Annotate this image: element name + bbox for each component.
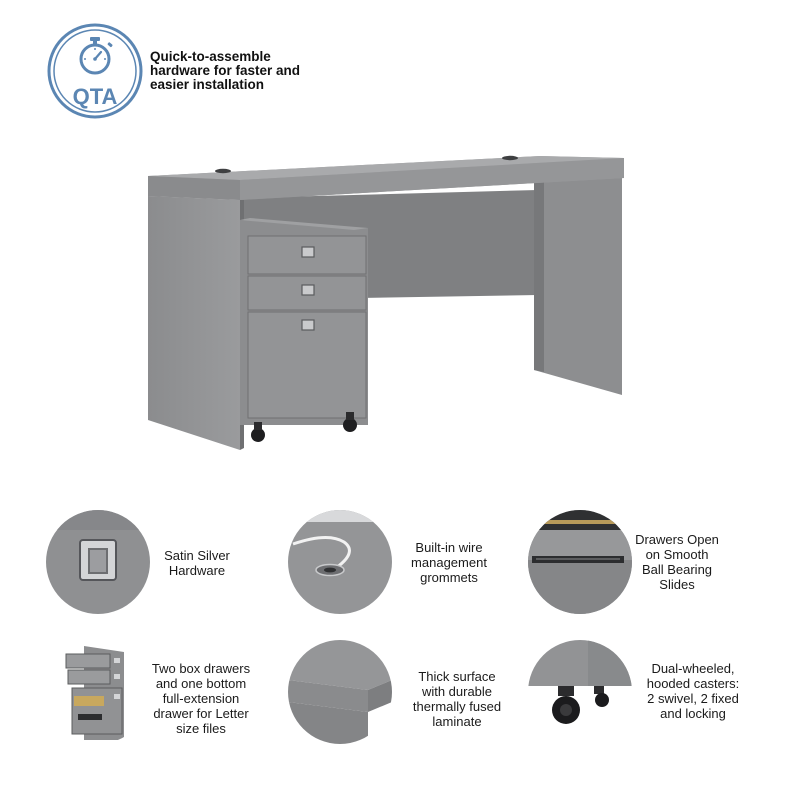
caption-line: Dual-wheeled, [651,661,735,676]
open-drawers-icon [46,640,150,744]
caption-line: Hardware [168,563,226,578]
caption-line: Drawers Open [635,532,719,547]
caption-line: with durable [421,684,493,699]
feature-image-grommets [288,510,392,614]
caption-line: and one bottom [155,676,247,691]
caption-line: hooded casters: [646,676,740,691]
qta-label: QTA [72,84,118,109]
caption-line: Slides [659,577,695,592]
qta-description [150,50,320,92]
qta-badge [46,22,144,120]
feature-caption-slides [612,532,742,592]
caption-line: laminate [432,714,482,729]
caption-line: 2 swivel, 2 fixed [647,691,739,706]
hooded-caster-icon [528,640,632,744]
caption-line: size files [176,721,226,736]
caption-line: thermally fused [412,699,502,714]
caption-line: Ball Bearing [641,562,713,577]
wire-grommet-icon [288,510,392,614]
caption-line: full-extension [162,691,240,706]
stopwatch-icon [46,22,144,120]
feature-caption-surface [392,669,522,729]
desk-with-file-cabinet-illustration [140,150,630,460]
caption-line: Built-in wire [415,540,483,555]
feature-caption-hardware [132,548,262,578]
qta-description-line: easier installation [150,77,265,92]
caption-line: Two box drawers [151,661,251,676]
caption-line: grommets [420,570,478,585]
feature-image-casters [528,640,632,744]
feature-caption-grommets [384,540,514,585]
caption-line: management [411,555,487,570]
caption-line: drawer for Letter [153,706,249,721]
caption-line: on Smooth [645,547,709,562]
caption-line: Satin Silver [164,548,230,563]
caption-line: and locking [660,706,726,721]
qta-description-line: hardware for faster and [150,63,301,78]
feature-caption-casters [628,661,758,721]
thick-surface-icon [288,640,392,744]
feature-image-drawers [46,640,150,744]
feature-image-surface [288,640,392,744]
feature-caption-drawers [136,661,266,736]
qta-description-line: Quick-to-assemble [150,49,271,64]
caption-line: Thick surface [418,669,496,684]
product-image [140,150,630,460]
